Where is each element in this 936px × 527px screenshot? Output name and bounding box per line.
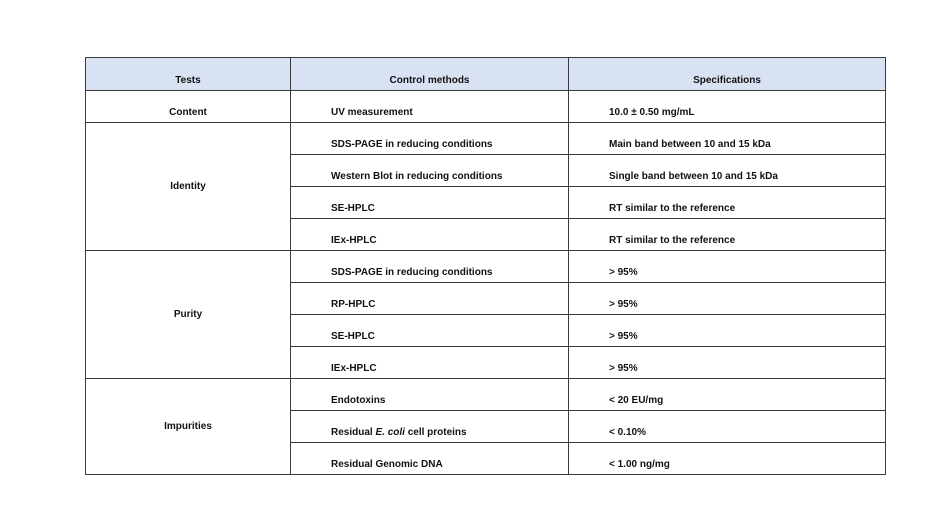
- specification: > 95%: [569, 283, 886, 315]
- header-specifications: Specifications: [569, 58, 886, 91]
- specification: > 95%: [569, 251, 886, 283]
- table-row: [86, 91, 886, 123]
- specification: < 1.00 ng/mg: [569, 443, 886, 475]
- specification: RT similar to the reference: [569, 219, 886, 251]
- header-control-methods: Control methods: [291, 58, 569, 91]
- specification: > 95%: [569, 347, 886, 379]
- table-row: [86, 123, 886, 155]
- method-text: Residual: [331, 427, 376, 438]
- table-row: [86, 379, 886, 411]
- control-method: SE-HPLC: [291, 315, 569, 347]
- control-method: Residual Genomic DNA: [291, 443, 569, 475]
- control-method: Western Blot in reducing conditions: [291, 155, 569, 187]
- specification: RT similar to the reference: [569, 187, 886, 219]
- control-method: SE-HPLC: [291, 187, 569, 219]
- test-identity: Identity: [86, 123, 291, 251]
- specification: Main band between 10 and 15 kDa: [569, 123, 886, 155]
- test-impurities: Impurities: [86, 379, 291, 475]
- header-tests: Tests: [86, 58, 291, 91]
- specification: < 0.10%: [569, 411, 886, 443]
- control-method: RP-HPLC: [291, 283, 569, 315]
- table-row: [86, 251, 886, 283]
- specification: Single band between 10 and 15 kDa: [569, 155, 886, 187]
- species-name: E. coli: [375, 427, 405, 438]
- control-method: IEx-HPLC: [291, 219, 569, 251]
- control-method: SDS-PAGE in reducing conditions: [291, 251, 569, 283]
- header-row: [86, 58, 886, 91]
- control-method: SDS-PAGE in reducing conditions: [291, 123, 569, 155]
- method-text: cell proteins: [404, 427, 467, 438]
- specification: < 20 EU/mg: [569, 379, 886, 411]
- specification: > 95%: [569, 315, 886, 347]
- test-purity: Purity: [86, 251, 291, 379]
- control-method: [291, 411, 569, 443]
- test-content: Content: [86, 91, 291, 123]
- control-method: Endotoxins: [291, 379, 569, 411]
- control-method: UV measurement: [291, 91, 569, 123]
- specification: 10.0 ± 0.50 mg/mL: [569, 91, 886, 123]
- control-method: IEx-HPLC: [291, 347, 569, 379]
- specifications-table: [85, 57, 886, 475]
